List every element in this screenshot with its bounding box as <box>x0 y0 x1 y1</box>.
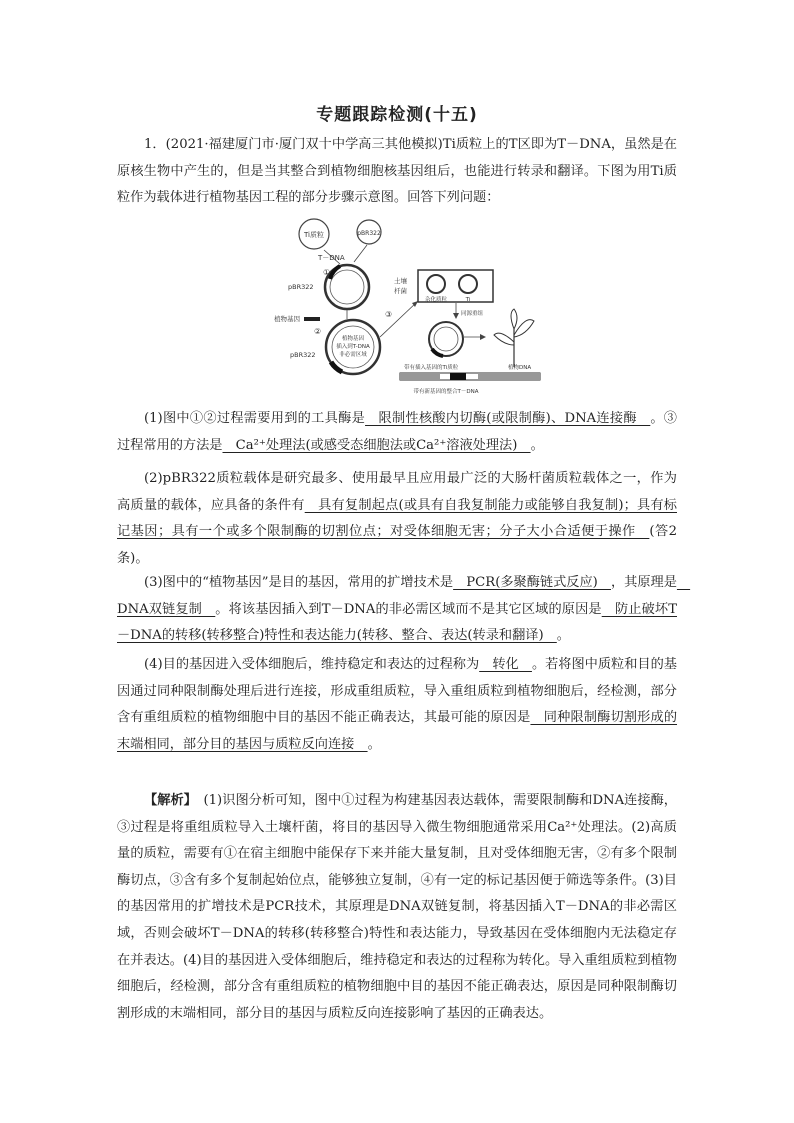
analysis-section <box>117 788 677 1027</box>
pbr-bottom-label: pBR322 <box>290 351 316 359</box>
question-1 <box>117 406 677 459</box>
soil-label-1: 土壤 <box>394 277 407 285</box>
q3-text-d: 。 <box>556 628 570 644</box>
bottom-label: 带有新基因的整合T－DNA <box>413 389 479 395</box>
page-title: 专题跟踪检测(十五) <box>316 105 478 125</box>
q1-answer-1: 限制性核酸内切酶(或限制酶)、DNA连接酶 <box>365 411 651 426</box>
q1-text-a: (1)图中①②过程需要用到的工具酶是 <box>144 411 366 426</box>
inner-label-3: 非必需区域 <box>339 352 367 358</box>
ti-plasmid-diagram <box>268 217 558 397</box>
analysis-text: (1)识图分析可知，图中①过程为构建基因表达载体，需要限制酶和DNA连接酶，③过程是将重组质粒导入土壤杆菌，将目的基因导入微生物细胞通常采用Ca²⁺处理法。(2)高质量的质粒，需要有①在宿主细胞中能保存下来并能大量复制，且对受体细胞无害，②有多个限制酶切点，③含有多个复制起始位点，能够独立复制，④有一定的标记基因便于筛选等条件。(3)目的基因常用的扩增技术是PCR技术，其原理是DNA双链复制，将基因插入T－DNA的非必需区域，否则会破坏T－DNA的转移(转移整合)特性和表达能力，导致基因在受体细胞内无法稳定存在并表达。(4)目的基因进入受体细胞后，维持稳定和表达的过程称为转化。导入重组质粒到植物细胞后，经检测，部分含有重组质粒的植物细胞中目的基因不能正确表达，原因是同种限制酶切割形成的末端相同，部分目的基因与质粒反向连接影响了基因的正确表达。 <box>117 793 677 1021</box>
q3-answer-1: PCR(多聚酶链式反应) <box>453 575 611 590</box>
q1-answer-2: Ca²⁺处理法(或感受态细胞法或Ca²⁺溶液处理法) <box>222 437 531 453</box>
question-2 <box>117 466 677 572</box>
analysis-label: 【解析】 <box>144 793 191 808</box>
q3-answer-3: 防止破坏T－DNA的转移(转移整合)特性和表达能力(转移、整合、表达(转录和翻译) <box>117 601 678 644</box>
soil-label-2: 杆菌 <box>394 287 407 295</box>
inner-label-2: 插入到T-DNA <box>336 344 370 350</box>
q4-answer-2: 同种限制酶切割形成的末端相同，部分目的基因与质粒反向连接 <box>117 710 678 752</box>
q3-text-b: ，其原理是 <box>610 575 677 590</box>
question-intro: 1．(2021·福建厦门市·厦门双十中学高三其他模拟)Ti质粒上的T区即为T－DNA，虽然是在原核生物中产生的，但是当其整合到植物细胞核基因组后，也能进行转录和翻译。下图为用Ti质粒作为载体进行植物基因工程的部分步骤示意图。回答下列问题： <box>117 137 677 206</box>
ti2-label: Ti <box>465 297 471 303</box>
q1-text-c: 。 <box>530 437 544 453</box>
q1-text-b: 。③过程常用的方法是 <box>117 411 677 453</box>
q4-text-c: 。 <box>367 736 381 752</box>
step-2: ② <box>314 327 322 336</box>
q2-answer: 具有复制起点(或具有自我复制能力或能够自我复制)；具有标记基因；具有一个或多个限制酶的切割位点；对受体细胞无害；分子大小合适便于操作 <box>117 497 677 540</box>
inner-label-1: 植物基因 <box>341 336 365 342</box>
plant-dna-label: 植物DNA <box>508 365 532 371</box>
q4-text-b: 。若将图中质粒和目的基因通过同种限制酶处理后进行连接，形成重组质粒，导入重组质粒到植物细胞后，经检测，部分含有重组质粒的植物细胞中目的基因不能正确表达，其最可能的原因是 <box>117 657 677 726</box>
q3-text-c: 。将该基因插入到T－DNA的非必需区域而不是其它区域的原因是 <box>215 601 602 617</box>
q2-text-b: (答2条)。 <box>117 524 677 566</box>
q3-text-a: (3)图中的“植物基因”是目的基因，常用的扩增技术是 <box>144 575 454 590</box>
hybrid-label: 杂化质粒 <box>424 297 448 303</box>
step-1: ① <box>323 268 331 277</box>
recomb-ti-label: 带有插入基因的Ti质粒 <box>404 365 459 371</box>
step-3: ③ <box>385 310 393 319</box>
question-4 <box>117 652 677 758</box>
q4-answer-1: 转化 <box>479 657 532 672</box>
plant-gene-label: 植物基因 <box>274 315 300 323</box>
q4-text-a: (4)目的基因进入受体细胞后，维持稳定和表达的过程称为 <box>144 657 480 672</box>
pbr-left-label: pBR322 <box>288 283 314 291</box>
question-3 <box>117 570 691 650</box>
pbr-top-label: pBR322 <box>357 230 381 237</box>
q3-answer-2: DNA双链复制 <box>117 575 691 617</box>
tdna-label: T－DNA <box>318 254 345 262</box>
q2-text-a: (2)pBR322质粒载体是研究最多、使用最早且应用最广泛的大肠杆菌质粒载体之一，作为高质量的载体，应具备的条件有 <box>117 471 677 513</box>
recomb-label: 同源重组 <box>461 311 484 317</box>
ti-label: Ti质粒 <box>303 231 325 239</box>
